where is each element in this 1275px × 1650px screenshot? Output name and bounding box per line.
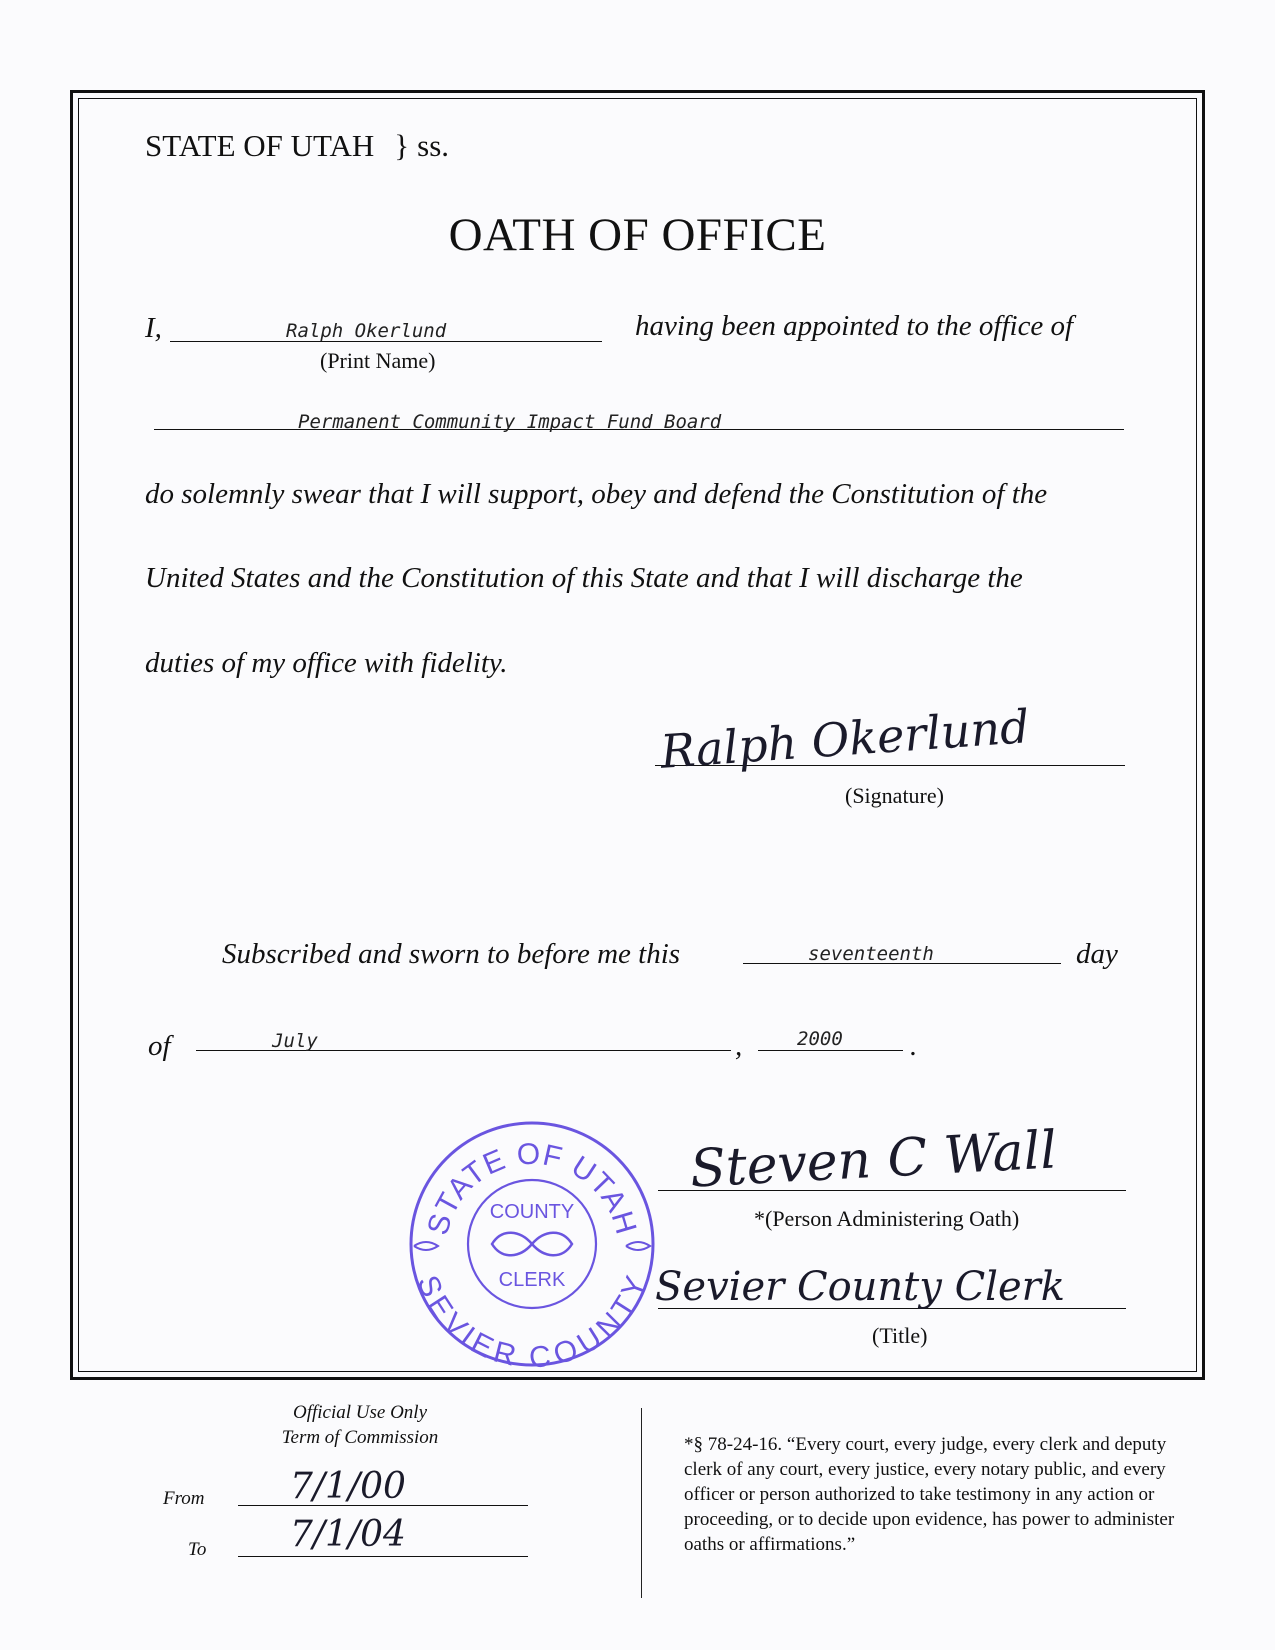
seal-right-ornament — [626, 1242, 650, 1250]
signature-caption: (Signature) — [845, 783, 944, 808]
appointed-text: having been appointed to the office of — [635, 310, 1074, 342]
year-comma: , — [735, 1030, 743, 1062]
document-title: OATH OF OFFICE — [448, 209, 827, 261]
state-header — [145, 128, 449, 164]
official-use-label: Official Use Only — [292, 1402, 428, 1423]
subscribed-text: Subscribed and sworn to before me this — [222, 938, 681, 970]
title-caption: (Title) — [872, 1323, 928, 1348]
month-value: July — [272, 1030, 318, 1052]
print-name-value: Ralph Okerlund — [286, 320, 447, 342]
state-name: STATE OF UTAH — [145, 128, 375, 163]
statute-footnote: *§ 78-24-16. “Every court, every judge, every clerk and deputy clerk of any court, every justice, every notary public, and every officer or person authorized to take testimony in any action or proceeding, or to decide upon evidence, has power to administer oaths or affirmations.” — [684, 1434, 1175, 1555]
print-name-caption: (Print Name) — [320, 348, 436, 373]
office-value: Permanent Community Impact Fund Board — [298, 411, 722, 433]
to-value: 7/1/04 — [290, 1514, 406, 1555]
seal-center-bottom-text: CLERK — [498, 1269, 566, 1291]
county-clerk-seal — [406, 1118, 658, 1370]
from-value: 7/1/00 — [290, 1466, 406, 1507]
oath-line-2: United States and the Constitution of this State and that I will discharge the — [145, 562, 1023, 594]
administrator-signature: Steven C Wall — [688, 1120, 1059, 1200]
year-period: . — [910, 1030, 918, 1062]
to-line — [238, 1556, 528, 1557]
header-ss: ss. — [417, 128, 450, 163]
to-label: To — [188, 1539, 207, 1560]
of-label: of — [148, 1030, 171, 1062]
header-brace: } — [394, 128, 410, 163]
oath-line-1: do solemnly swear that I will support, obey and defend the Constitution of the — [145, 478, 1048, 510]
administrator-caption: *(Person Administering Oath) — [754, 1206, 1020, 1231]
term-of-commission-label: Term of Commission — [281, 1427, 439, 1448]
day-value: seventeenth — [808, 943, 934, 965]
year-line — [758, 1050, 903, 1051]
title-handwritten: Sevier County Clerk — [655, 1264, 1065, 1310]
seal-top-text: STATE OF UTAH — [421, 1137, 643, 1239]
oath-prefix: I, — [145, 312, 162, 344]
seal-bottom-text: SEVIER COUNTY — [410, 1271, 654, 1370]
oath-line-3: duties of my office with fidelity. — [145, 647, 508, 679]
signature-handwritten: Ralph Okerlund — [658, 699, 1032, 779]
seal-left-ornament — [414, 1242, 438, 1250]
from-label: From — [163, 1488, 205, 1509]
footer-divider — [641, 1408, 642, 1598]
year-value: 2000 — [797, 1028, 843, 1050]
day-label: day — [1076, 938, 1118, 970]
seal-center-ornament — [492, 1233, 572, 1256]
seal-center-top-text: COUNTY — [489, 1201, 575, 1223]
